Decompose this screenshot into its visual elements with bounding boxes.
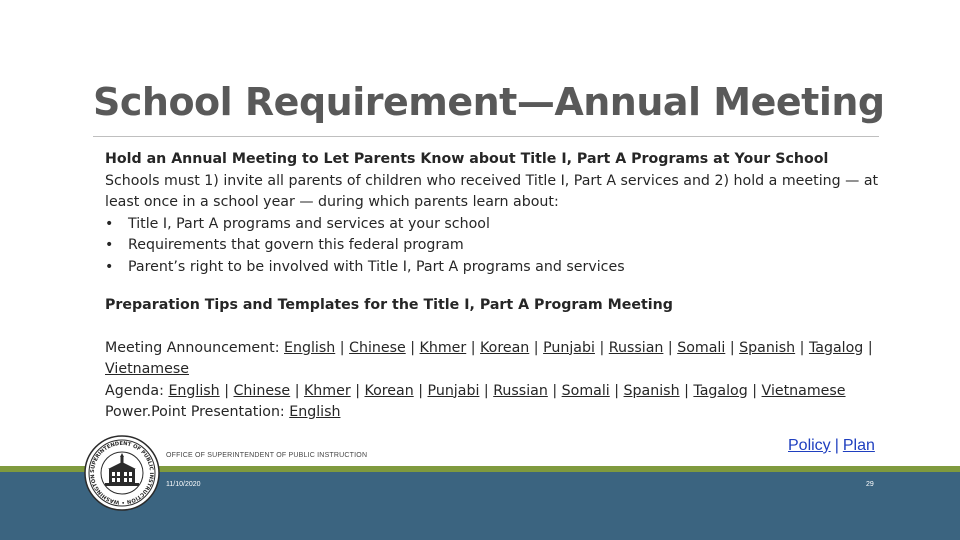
agenda-link-russian[interactable]: Russian: [493, 382, 548, 399]
link-separator: |: [729, 339, 735, 356]
announcement-link-english[interactable]: English: [284, 339, 336, 356]
bullet-text: Title I, Part A programs and services at your school: [128, 215, 490, 232]
list-item: [105, 257, 905, 279]
bullet-text: Requirements that govern this federal program: [128, 237, 464, 253]
list-item: [105, 235, 905, 257]
link-separator: |: [667, 339, 673, 356]
announcement-link-somali[interactable]: Somali: [677, 339, 726, 356]
link-separator: |: [533, 339, 539, 356]
footer-date: 11/10/2020: [166, 481, 201, 488]
powerpoint-link-english[interactable]: English: [289, 404, 341, 420]
announcement-link-khmer[interactable]: Khmer: [419, 339, 467, 356]
bullet-icon: •: [105, 258, 114, 275]
policy-link[interactable]: Policy: [788, 437, 831, 454]
bullet-list: [105, 214, 905, 279]
link-separator: |: [470, 339, 476, 356]
agenda-link-chinese[interactable]: Chinese: [233, 382, 291, 399]
agenda-label: Agenda:: [105, 382, 164, 399]
link-separator: |: [752, 382, 758, 399]
slide-title: School Requirement—Annual Meeting: [93, 80, 885, 124]
link-separator: |: [294, 382, 300, 399]
section-heading-preparation: Preparation Tips and Templates for the Title I, Part A Program Meeting: [105, 297, 673, 313]
slide-body: [105, 149, 905, 424]
link-separator: |: [224, 382, 229, 399]
powerpoint-links: [105, 402, 905, 424]
link-separator: |: [684, 382, 689, 399]
link-separator: |: [418, 382, 423, 399]
bullet-icon: •: [105, 215, 114, 232]
announcement-link-korean[interactable]: Korean: [480, 339, 530, 356]
agenda-link-vietnamese[interactable]: Vietnamese: [761, 382, 846, 399]
announcement-links: [105, 338, 905, 381]
announcement-link-chinese[interactable]: Chinese: [349, 339, 406, 356]
list-item: [105, 214, 905, 236]
announcement-link-vietnamese[interactable]: Vietnamese: [105, 361, 189, 377]
announcement-link-russian[interactable]: Russian: [608, 339, 664, 356]
announcement-link-tagalog[interactable]: Tagalog: [808, 339, 864, 356]
announcement-link-spanish[interactable]: Spanish: [739, 339, 796, 356]
link-separator: |: [799, 339, 805, 356]
link-separator: |: [483, 382, 489, 399]
agenda-link-punjabi[interactable]: Punjabi: [427, 382, 480, 399]
link-separator: |: [867, 339, 873, 356]
section-heading-annual-meeting: Hold an Annual Meeting to Let Parents Know about Title I, Part A Programs at Your School: [105, 151, 829, 167]
agenda-link-tagalog[interactable]: Tagalog: [693, 382, 748, 399]
link-separator: |: [614, 382, 620, 399]
page-number: 29: [866, 481, 874, 488]
agenda-link-korean[interactable]: Korean: [364, 382, 414, 399]
agenda-link-english[interactable]: English: [168, 382, 220, 399]
footer-office-name: OFFICE OF SUPERINTENDENT OF PUBLIC INSTRUCTION: [166, 452, 368, 459]
policy-plan-separator[interactable]: |: [834, 437, 839, 454]
agenda-link-somali[interactable]: Somali: [561, 382, 610, 399]
link-separator: |: [355, 382, 360, 399]
link-separator: |: [410, 339, 416, 356]
link-separator: |: [552, 382, 558, 399]
announcement-link-punjabi[interactable]: Punjabi: [543, 339, 595, 356]
link-separator: |: [599, 339, 605, 356]
agenda-link-khmer[interactable]: Khmer: [303, 382, 351, 399]
link-separator: |: [339, 339, 345, 356]
agenda-links: [105, 381, 905, 403]
policy-plan-link: [788, 437, 875, 455]
requirement-paragraph: Schools must 1) invite all parents of children who received Title I, Part A services and 2) hold a meeting — at least once in a school year — during which parents learn about:: [105, 172, 879, 210]
ospi-seal-logo: [84, 435, 160, 511]
bullet-text: Parent’s right to be involved with Title I, Part A programs and services: [128, 258, 625, 275]
announcement-label: Meeting Announcement:: [105, 339, 280, 356]
bullet-icon: •: [105, 237, 114, 253]
seal-text: SUPERINTENDENT OF PUBLIC INSTRUCTION • WASHINGTON: [89, 440, 155, 506]
agenda-link-spanish[interactable]: Spanish: [623, 382, 680, 399]
title-divider: [93, 136, 879, 137]
plan-link[interactable]: Plan: [842, 437, 875, 454]
powerpoint-label: Power.Point Presentation:: [105, 404, 285, 420]
